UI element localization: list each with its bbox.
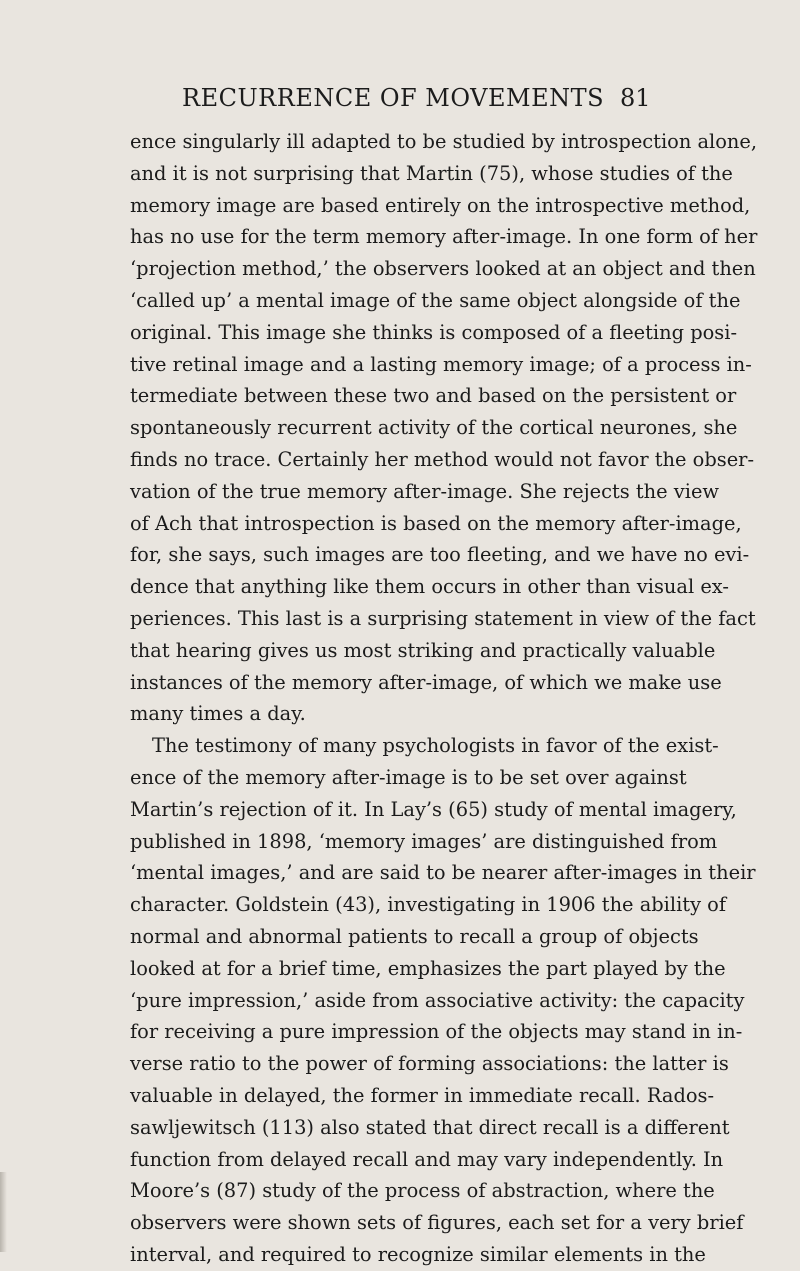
text-line: finds no trace. Certainly her method would not favor the obser- [130,447,755,471]
text-line: has no use for the term memory after-image. In one form of her [130,225,758,249]
text-line: ence singularly ill adapted to be studied by introspection alone, [130,130,758,153]
text-line: observers were shown sets of figures, each set for a very brief [130,1211,744,1235]
text-line: that hearing gives us most striking and practically valuable [130,638,716,662]
running-title: RECURRENCE OF MOVEMENTS [182,84,605,112]
text-line: ‘called up’ a mental image of the same object alongside of the [130,288,741,312]
text-line: periences. This last is a surprising statement in view of the fact [130,606,756,630]
text-line: instances of the memory after-image, of which we make use [130,670,722,694]
text-line: original. This image she thinks is composed of a fleeting posi- [130,320,737,344]
text-line: interval, and required to recognize similar elements in the [130,1242,706,1266]
text-line: for, she says, such images are too fleeting, and we have no evi- [130,543,750,567]
text-line: ‘mental images,’ and are said to be nearer after-images in their [130,861,756,885]
text-line: vation of the true memory after-image. She rejects the view [130,479,720,503]
text-line: published in 1898, ‘memory images’ are distinguished from [130,829,718,853]
text-line: dence that anything like them occurs in other than visual ex- [130,575,729,599]
text-line: valuable in delayed, the former in immediate recall. Rados- [130,1083,715,1107]
text-line: normal and abnormal patients to recall a group of objects [130,924,699,948]
text-line: ‘projection method,’ the observers looked at an object and then [130,257,756,281]
text-line: of Ach that introspection is based on the memory after-image, [130,511,742,535]
text-line: ‘pure impression,’ aside from associative activity: the capacity [130,988,745,1012]
text-line: character. Goldstein (43), investigating in 1906 the ability of [130,893,727,917]
text-line: verse ratio to the power of forming associations: the latter is [130,1052,729,1076]
text-line: Moore’s (87) study of the process of abstraction, where the [130,1179,715,1203]
text-line: function from delayed recall and may vary independently. In [130,1147,724,1171]
page-number: 81 [620,84,651,112]
text-line: sawljewitsch (113) also stated that direct recall is a different [130,1115,730,1139]
text-line: spontaneously recurrent activity of the cortical neurones, she [130,416,738,440]
text-line: and it is not surprising that Martin (75), whose studies of the [130,161,733,185]
text-line: many times a day. [130,702,306,726]
text-line: Martin’s rejection of it. In Lay’s (65) study of mental imagery, [130,797,737,821]
text-line: for receiving a pure impression of the objects may stand in in- [130,1020,743,1044]
text-line: The testimony of many psychologists in favor of the exist- [152,734,719,758]
text-line: looked at for a brief time, emphasizes the part played by the [130,956,726,980]
text-line: termediate between these two and based on the persistent or [130,384,737,408]
text-line: memory image are based entirely on the introspective method, [130,193,751,217]
text-line: ence of the memory after-image is to be set over against [130,765,687,789]
text-line: tive retinal image and a lasting memory image; of a process in- [130,352,752,376]
body-text [130,126,758,1271]
page-edge-shadow [0,1172,7,1252]
